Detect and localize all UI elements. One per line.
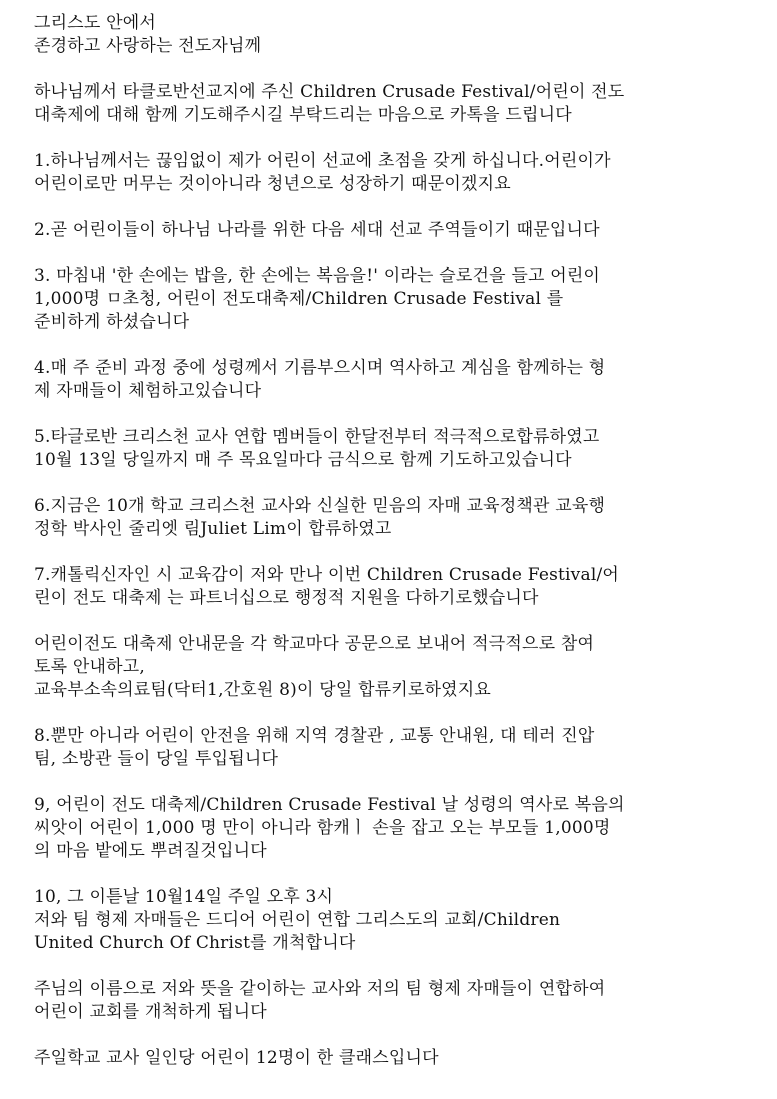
text-line: 주일학교 교사 일인당 어린이 12명이 한 클래스입니다 — [34, 1048, 439, 1068]
paragraph-item-6 — [34, 495, 742, 541]
paragraph-item-1 — [34, 150, 742, 196]
text-line: 어린이 교회를 개척하게 됩니다 — [34, 1002, 267, 1022]
text-line: 8.뿐만 아니라 어린이 안전을 위해 지역 경찰관 , 교통 안내원, 대 테러 진압 — [34, 726, 595, 746]
text-line: 10, 그 이튿날 10월14일 주일 오후 3시 — [34, 887, 334, 907]
text-line: 1,000명 ㅁ초청, 어린이 전도대축제/Children Crusade Festival 를 — [34, 289, 564, 309]
text-line: 저와 팀 형제 자매들은 드디어 어린이 연합 그리스도의 교회/Children — [34, 910, 561, 930]
text-line: 9, 어린이 전도 대축제/Children Crusade Festival 날 성령의 역사로 복음의 — [34, 795, 625, 815]
greeting-line: 존경하고 사랑하는 전도자님께 — [34, 36, 262, 56]
letter-document — [34, 12, 742, 1070]
text-line: 10월 13일 당일까지 매 주 목요일마다 금식으로 함께 기도하고있습니다 — [34, 450, 572, 470]
text-line: 씨앗이 어린이 1,000 명 만이 아니라 함캐ㅣ 손을 잡고 오는 부모들 1,000명 — [34, 818, 611, 838]
paragraph-item-8 — [34, 725, 742, 771]
text-line: 정학 박사인 줄리엣 림Juliet Lim이 합류하였고 — [34, 519, 392, 539]
paragraph-class-size — [34, 1047, 742, 1070]
letter-greeting — [34, 12, 742, 58]
paragraph-item-10 — [34, 886, 742, 955]
text-line: 7.캐톨릭신자인 시 교육감이 저와 만나 이번 Children Crusade Festival/어 — [34, 565, 620, 585]
paragraph-intro — [34, 81, 742, 127]
text-line: United Church Of Christ를 개척합니다 — [34, 933, 356, 953]
text-line: 준비하게 하셨습니다 — [34, 312, 190, 332]
paragraph-item-2 — [34, 219, 742, 242]
text-line: 6.지금은 10개 학교 크리스천 교사와 신실한 믿음의 자매 교육정책관 교육행 — [34, 496, 606, 516]
text-line: 팀, 소방관 들이 당일 투입됩니다 — [34, 749, 279, 769]
paragraph-item-9 — [34, 794, 742, 863]
text-line: 1.하나님께서는 끊임없이 제가 어린이 선교에 초점을 갖게 하십니다.어린이가 — [34, 151, 611, 171]
text-line: 토록 안내하고, — [34, 657, 145, 677]
text-line: 3. 마침내 '한 손에는 밥을, 한 손에는 복음을!' 이라는 슬로건을 들고 어린이 — [34, 266, 601, 286]
paragraph-item-7 — [34, 564, 742, 610]
text-line: 제 자매들이 체험하고있습니다 — [34, 381, 262, 401]
paragraph-item-4 — [34, 357, 742, 403]
text-line: 대축제에 대해 함께 기도해주시길 부탁드리는 마음으로 카톡을 드립니다 — [34, 105, 572, 125]
text-line: 4.매 주 준비 과정 중에 성령께서 기름부으시며 역사하고 계심을 함께하는 형 — [34, 358, 606, 378]
text-line: 어린이로만 머무는 것이아니라 청년으로 성장하기 때문이겠지요 — [34, 174, 511, 194]
text-line: 어린이전도 대축제 안내문을 각 학교마다 공문으로 보내어 적극적으로 참여 — [34, 634, 595, 654]
text-line: 린이 전도 대축제 는 파트너십으로 행정적 지원을 다하기로했습니다 — [34, 588, 539, 608]
paragraph-item-3 — [34, 265, 742, 334]
text-line: 하나님께서 타클로반선교지에 주신 Children Crusade Festival/어린이 전도 — [34, 82, 625, 102]
text-line: 의 마음 밭에도 뿌려질것입니다 — [34, 841, 267, 861]
paragraph-item-7-continued — [34, 633, 742, 702]
text-line: 교육부소속의료팀(닥터1,간호원 8)이 당일 합류키로하였지요 — [34, 680, 492, 700]
text-line: 주님의 이름으로 저와 뜻을 같이하는 교사와 저의 팀 형제 자매들이 연합하여 — [34, 979, 606, 999]
greeting-line: 그리스도 안에서 — [34, 13, 156, 33]
text-line: 2.곧 어린이들이 하나님 나라를 위한 다음 세대 선교 주역들이기 때문입니다 — [34, 220, 600, 240]
text-line: 5.타글로반 크리스천 교사 연합 멤버들이 한달전부터 적극적으로합류하였고 — [34, 427, 600, 447]
paragraph-church-planting — [34, 978, 742, 1024]
paragraph-item-5 — [34, 426, 742, 472]
